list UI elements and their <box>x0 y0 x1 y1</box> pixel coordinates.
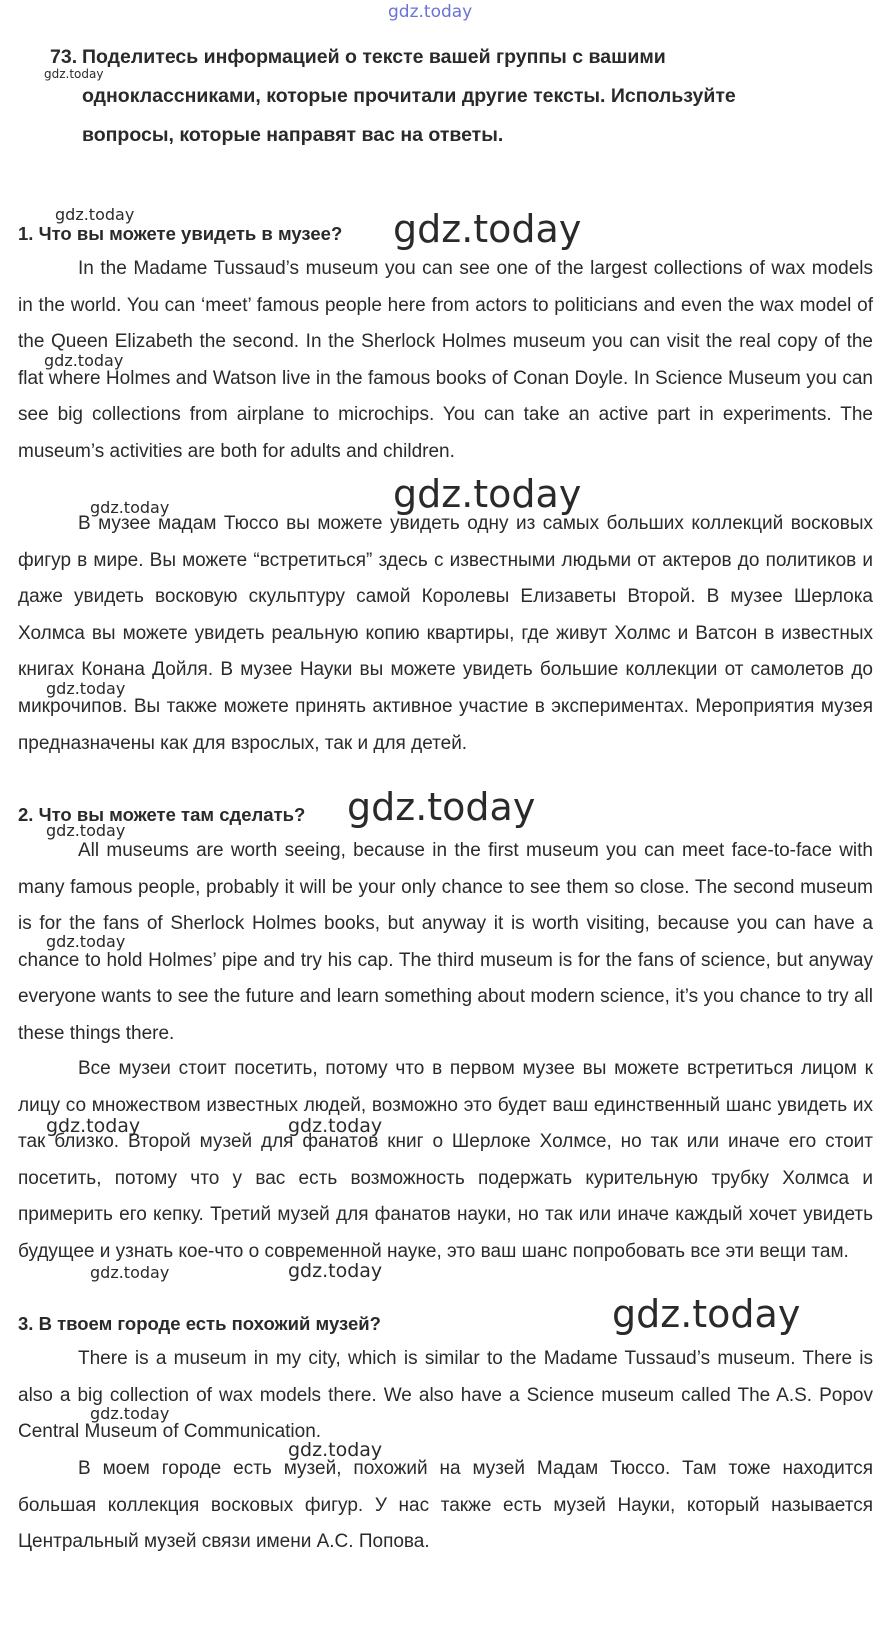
answer-3-russian: В моем городе есть музей, похожий на музей Мадам Тюссо. Там тоже находится большая коллекция восковых фигур. У нас также есть музей Науки, который называется Центральный музей связи имени А.С. Попова. <box>18 1458 873 1553</box>
watermark-small: gdz.today <box>288 1260 383 1282</box>
watermark-small: gdz.today <box>90 1263 170 1282</box>
answer-1-english: In the Madame Tussaud’s museum you can see one of the largest collections of wax models in the world. You can ‘meet’ famous people here from actors to politicians and even the wax model of the Queen Elizabeth the second. In the Sherlock Holmes museum you can visit the real copy of the flat where Holmes and Watson live in the famous books of Conan Doyle. In Science Museum you can see big collections from airplane to microchips. You can take an active part in experiments. The museum’s activities are both for adults and children. <box>18 258 873 462</box>
watermark-small: gdz.today <box>46 932 126 951</box>
watermark-small: gdz.today <box>55 205 135 224</box>
watermark-small: gdz.today <box>46 1115 141 1137</box>
watermark-small: gdz.today <box>288 1439 383 1461</box>
watermark-large: gdz.today <box>393 472 582 516</box>
watermark-large: gdz.today <box>347 785 536 829</box>
question-3: 3. В твоем городе есть похожий музей? <box>18 1313 381 1334</box>
question-2: 2. Что вы можете там сделать? <box>18 804 306 825</box>
watermark-small: gdz.today <box>90 498 170 517</box>
watermark-small: gdz.today <box>90 1404 170 1423</box>
answer-2-russian: Все музеи стоит посетить, потому что в первом музее вы можете встретиться лицом к лицу со множеством известных людей, возможно это будет ваш единственный шанс увидеть их так близко. Второй музей для фанатов книг о Шерлоке Холмсе, но так или иначе его стоит посетить, потому что у вас есть возможность подержать курительную трубку Холмса и примерить его кепку. Третий музей для фанатов науки, но так или иначе каждый хочет увидеть будущее и узнать кое-что о современной науке, это ваш шанс попробовать все эти вещи там. <box>18 1058 873 1262</box>
task-text-line-1: Поделитесь информацией о тексте вашей группы с вашими <box>82 46 666 68</box>
watermark-small: gdz.today <box>46 679 126 698</box>
watermark-large: gdz.today <box>393 207 582 251</box>
task-text-line-2: одноклассниками, которые прочитали другие тексты. Используйте <box>82 85 736 107</box>
answer-2-english: All museums are worth seeing, because in the first museum you can meet face-to-face with many famous people, probably it will be your only chance to see them so close. The second museum is for the fans of Sherlock Holmes books, but anyway it is worth visiting, because you can have a chance to hold Holmes’ pipe and try his cap. The third museum is for the fans of science, but anyway everyone wants to see the future and learn something about modern science, it’s you chance to try all these things there. <box>18 840 873 1044</box>
watermark-top: gdz.today <box>388 2 473 22</box>
watermark-small: gdz.today <box>44 351 124 370</box>
task-number: 73. <box>50 46 78 68</box>
watermark-large: gdz.today <box>612 1292 801 1336</box>
watermark-small: gdz.today <box>46 821 126 840</box>
answer-3-english: There is a museum in my city, which is similar to the Madame Tussaud’s museum. There is also a big collection of wax models there. We also have a Science museum called The A.S. Popov Central Museum of Communication. <box>18 1348 873 1443</box>
answer-1-russian: В музее мадам Тюссо вы можете увидеть одну из самых больших коллекций восковых фигур в мире. Вы можете “встретиться” здесь с известными людьми от актеров до политиков и даже увидеть восковую скульптуру самой Королевы Елизаветы Второй. В музее Шерлока Холмса вы можете увидеть реальную копию квартиры, где живут Холмс и Ватсон в известных книгах Конана Дойля. В музее Науки вы можете увидеть большие коллекции от самолетов до микрочипов. Вы также можете принять активное участие в экспериментах. Мероприятия музея предназначены как для взрослых, так и для детей. <box>18 513 873 754</box>
watermark-small: gdz.today <box>44 67 104 81</box>
watermark-small: gdz.today <box>288 1115 383 1137</box>
task-text-line-3: вопросы, которые направят вас на ответы. <box>82 124 504 146</box>
question-1: 1. Что вы можете увидеть в музее? <box>18 223 343 244</box>
